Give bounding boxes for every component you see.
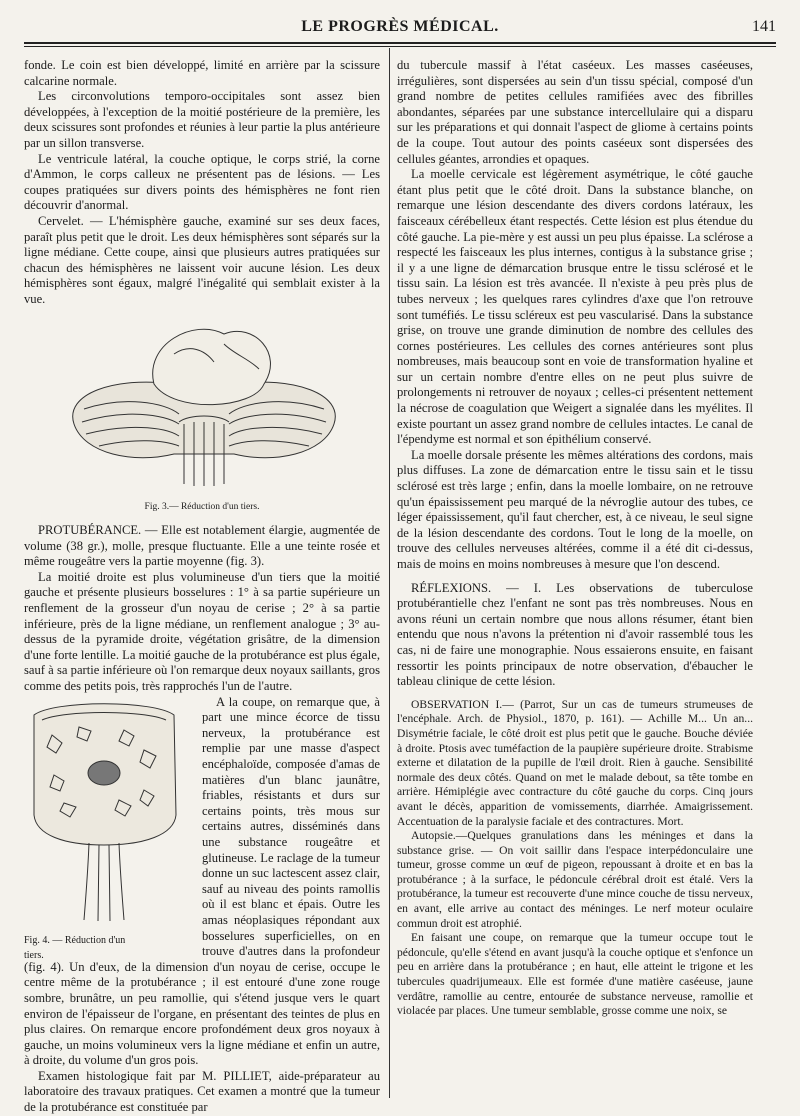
paragraph: PROTUBÉRANCE. — Elle est notablement élargie, augmentée de volume (38 gr.), molle, presque fluctuante. Elle a une teinte rosée et même rougeâtre vers la partie moyenne (fig. 3). [24,523,380,569]
paragraph: RÉFLEXIONS. — I. Les observations de tuberculose protubérantielle chez l'enfant ne sont pas très nombreuses. Nous en avons réuni un certain nombre que nous allons résumer, étant bien entendu que nous n'avons la prétention ni d'avoir rassemblé tous les cas, ni de faire une monographie. Nous essaierons ensuite, en faisant ressortir les points principaux de notre observation, d'ébaucher le tableau clinique de cette lésion. [397,580,753,689]
paragraph: A la coupe, on remarque que, à part une mince écorce de tissu nerveux, la protubérance est remplie par une masse d'aspect encéphaloïde, composée d'amas de matières d'un blanc jaunâtre, friables, résistants et durs sur certains points, très mous sur certains autres, disséminés dans une substance rougeâtre et glutineuse. Le raclage de la tumeur donne un suc lactescent assez clair, sauf au niveau des points ramollis où il est blanc et épais. Outre les amas néoplasiques répondant aux bosselures superficielles, on en trouve d'autres dans la profondeur (fig. 4). Un d'eux, de la dimension d'un noyau de cerise, occupe le centre même de la protubérance ; il est entouré d'une zone rouge sombre, brunâtre, un peu ramollie, qui s'étend jusque vers le quart environ de l'épaisseur de l'organe, en présentant des teintes de plus en plus claires. On remarque encore profondément deux gros noyaux à gauche, un moins volumineux vers la ligne médiane et enfin un autre, à droite, du volume d'un gros pois. [24,694,380,1068]
paragraph: Cervelet. — L'hémisphère gauche, examiné sur ses deux faces, paraît plus petit que le droit. Les deux hémisphères sont séparés sur la ligne médiane. Cette coupe, ainsi que plusieurs autres pratiquées sur chacun des hémisphères ne laissent voir aucune lésion. Les deux hémisphères sont égaux, malgré l'inégalité qui semblait exister à la vue. [24,213,380,306]
header-rule [24,42,776,44]
paragraph: La moitié droite est plus volumineuse d'un tiers que la moitié gauche et présente plusieurs bosselures : 1° à sa partie supérieure un renflement de la grosseur d'un noyau de cerise ; 2° à sa partie inférieure, près de la ligne médiane, un renflement analogue ; 3° au-dessus de la pyramide droite, végétation grisâtre, de la dimension d'une forte lentille. La moitié gauche de la protubérance est plus égale, sauf à sa partie inférieure où l'on remarque deux noyaux saillants, gros comme des petits pois, très rapprochés l'un de l'autre. [24,569,380,694]
figure-4-caption: Fig. 4. — Réduction d'un tiers. [24,934,126,962]
paragraph: Les circonvolutions temporo-occipitales sont assez bien développées, à l'exception de la moitié postérieure de la première, les deux scissures sont profondes et réunies à leur partie la plus antérieure par un sillon transverse. [24,89,380,150]
figure-3-caption: Fig. 3.— Réduction d'un tiers. [144,501,260,512]
paragraph: En faisant une coupe, on remarque que la tumeur occupe tout le pédoncule, qu'elle s'étend en avant jusqu'à la couche optique et s'enfonce un peu en arrière dans la protubérance ; en haut, elle atteint le trigone et les tubercules quadrijumeaux. Elle est formée d'une matière caséeuse, jaune verdâtre, ramollie au centre, entourée de substance nerveuse, ramollie et violacée par places. Une tumeur semblable, grosse comme une noix, se [397,931,753,1018]
header-rule-thin [24,46,776,47]
column-divider [389,48,390,1098]
page-number: 141 [752,18,776,35]
cerebellum-drawing [54,314,354,492]
paragraph: Le ventricule latéral, la couche optique, le corps strié, la corne d'Ammon, le corps calleux ne présentent pas de lésions. — Les coupes pratiquées sur divers points des hémisphères ne font rien découvrir d'anormal. [24,151,380,213]
journal-title: LE PROGRÈS MÉDICAL. [301,18,499,35]
running-header [24,18,776,40]
paragraph: La moelle dorsale présente les mêmes altérations des cordons, mais plus diffuses. La zone de démarcation entre le tissu sain et le tissu sclérosé est très large ; enfin, dans la moelle lombaire, on ne retrouve qu'un épaississement peu marqué de la névroglie autour des tubes, ce léger épaississement, qu'il faut chercher, est, à ce niveau, le seul signe de la lésion descendante des cordons. Tout le long de la moelle, on trouve des cellules nerveuses altérées, comme il a été dit ci-dessus, mais de moins en moins nombreuses à mesure que l'on descend. [397,447,753,571]
paragraph: du tubercule massif à l'état caséeux. Les masses caséeuses, irrégulières, sont dispersées au sein d'un tissu spécial, composé d'un grand nombre de petites cellules ramifiées avec des fibrilles abondantes, séparées par une substance intercellulaire qui a disparu sur les préparations et qui donnait l'aspect de gliome à certains points de la coupe. Tout autour des points caséeux sont dispersées des cellules géantes, arrondies et opaques. [397,58,753,166]
pons-section-drawing [24,695,184,925]
figure-3-illustration [24,314,380,496]
autopsy-paragraph: Autopsie.—Quelques granulations dans les méninges et dans la substance grise. — On voit saillir dans l'espace interpédonculaire une tumeur, grosse comme un œuf de pigeon, repoussant à droite et en bas la protubérance ; à la surface, le pédoncule cérébral droit est étalé. Vers la protubérance, la tumeur est recouverte d'une mince couche de tissu nerveux, en avant, elle arrive au contact des méninges. Le nerf moteur oculaire commun droit est atrophié. [397,829,753,930]
paragraph: fonde. Le coin est bien développé, limité en arrière par la scissure calcarine normale. [24,58,380,88]
right-column [397,58,753,1019]
figure-4-block [24,695,194,962]
paragraph: Examen histologique fait par M. PILLIET, aide-préparateur au laboratoire des travaux pratiques. Cet examen a montré que la tumeur de la protubérance est constituée par [24,1068,380,1115]
paragraph: La moelle cervicale est légèrement asymétrique, le côté gauche étant plus petit que le côté droit. Dans la substance blanche, on remarque une lésion descendante des divers cordons latéraux, les faisceaux cérébelleux étant respectés. Cette lésion est plus étendue du côté gauche. La pie-mère y est aussi un peu plus épaisse. La sclérose a respecté les faisceaux les plus internes, contigus à la substance grise ; il y a une ligne de démarcation brusque entre le tissu sclérosé et le tissu sain. La lésion est très avancée. Il n'existe à peu près plus de tubes nerveux ; les quelques rares cylindres d'axe que l'on retrouve sont tuméfiés. Le tissu scléreux est peu vascularisé. Dans la substance grise, on trouve une grande diminution de nombre des cellules des cornes postérieures. Les cellules des cornes antérieures sont plus nombreuses, mais beaucoup sont en voie de transformation hyaline et sur un certain nombre d'entre elles on ne peut plus suivre de prolongements ni retrouver de noyaux ; celles-ci présentent nettement la nécrose de coagulation que Weigert a signalée dans les myélites. Il existe pourtant un assez grand nombre de cellules intactes. Le canal de l'épendyme est normal et son épithélium conservé. [397,167,753,447]
left-column [24,58,380,1116]
observation-paragraph: OBSERVATION I.— (Parrot, Sur un cas de tumeurs strumeuses de l'encéphale. Arch. de Physiol., 1870, p. 161). — Achille M... Un an... Disymétrie faciale, le côté droit est plus petit que le gauche. Bouche déviée à droite. Ptosis avec tuméfaction de la paupière supérieure droite. Strabisme externe et dilatation de la pupille de l'œil droit. Rien à gauche. Sensibilité normale des deux côtés. Quand on met le malade debout, sa tête tombe en arrière. Hémiplégie avec contracture du côté gauche du corps. Cinq jours avant le décès, apparition de vomissements, diarrhée. Amaigrissement. Accentuation de la paralysie faciale et des contractures. Mort. [397,697,753,828]
